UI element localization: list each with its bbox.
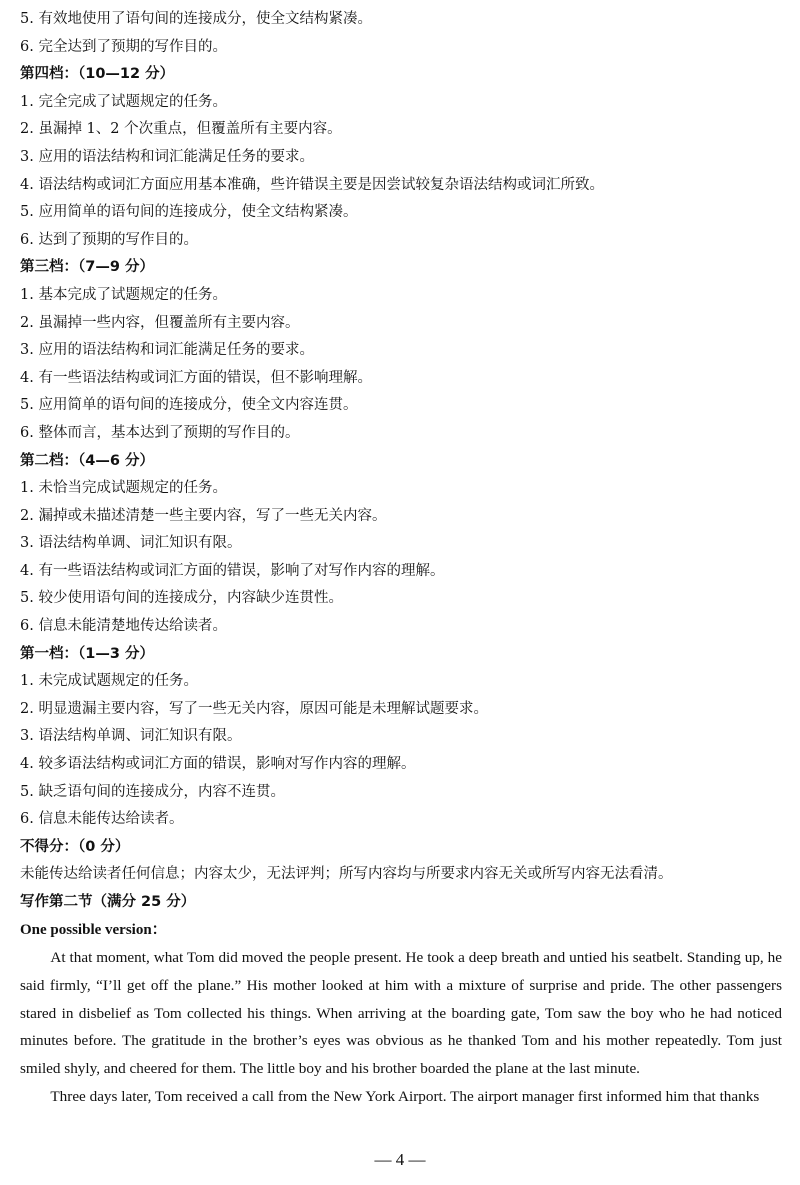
criteria-line: 4. 有一些语法结构或词汇方面的错误，但不影响理解。 xyxy=(20,369,372,386)
criteria-line: 6. 信息未能清楚地传达给读者。 xyxy=(20,618,227,635)
sample-paragraph-1: At that moment, what Tom did moved the people present. He took a deep breath and untied his seatbelt. Standing up, he said firmly, “I’ll get off the plane.” His mother looked at him with a mixture of surprise and pride. The other passengers stared in disbelief as Tom collected his things. When arriving at the boarding gate, Tom saw the boy who he had noticed minutes before. The gratitude in the brother’s eyes was obvious as he thanked Tom and his mother repeatedly. Tom just smiled shyly, and cheered for them. The little boy and his brother boarded the plane at the last minute. xyxy=(20,949,782,1077)
grade-four-heading: 第四档：（10—12 分） xyxy=(20,66,175,83)
grade-two-heading: 第二档：（4—6 分） xyxy=(20,452,154,469)
criteria-line: 3. 语法结构单调、词汇知识有限。 xyxy=(20,535,242,552)
criteria-line: 1. 完全完成了试题规定的任务。 xyxy=(20,93,227,110)
criteria-line: 2. 漏掉或未描述清楚一些主要内容，写了一些无关内容。 xyxy=(20,507,387,524)
grade-one-heading: 第一档：（1—3 分） xyxy=(20,645,154,662)
sample-paragraph-2: Three days later, Tom received a call from the New York Airport. The airport manager first informed him that thanks xyxy=(50,1087,760,1105)
section-two-heading: 写作第二节（满分 25 分） xyxy=(20,894,196,910)
criteria-line: 1. 基本完成了试题规定的任务。 xyxy=(20,286,227,303)
criteria-line: 5. 应用简单的语句间的连接成分，使全文内容连贯。 xyxy=(20,397,358,414)
criteria-line: 6. 完全达到了预期的写作目的。 xyxy=(20,38,227,55)
criteria-line: 1. 未恰当完成试题规定的任务。 xyxy=(20,480,227,497)
criteria-line: 6. 达到了预期的写作目的。 xyxy=(20,231,198,248)
document-page xyxy=(20,6,782,1110)
sample-version-label: One possible version： xyxy=(20,921,167,938)
criteria-line: 2. 虽漏掉一些内容，但覆盖所有主要内容。 xyxy=(20,314,300,331)
grade-zero-heading: 不得分：（0 分） xyxy=(20,838,130,855)
criteria-line: 2. 虽漏掉 1、2 个次重点，但覆盖所有主要内容。 xyxy=(20,121,342,138)
criteria-line: 4. 语法结构或词汇方面应用基本准确，些许错误主要是因尝试较复杂语法结构或词汇所致。 xyxy=(20,176,604,193)
criteria-line: 6. 整体而言，基本达到了预期的写作目的。 xyxy=(20,424,300,441)
criteria-line: 6. 信息未能传达给读者。 xyxy=(20,811,184,828)
criteria-line: 5. 较少使用语句间的连接成分，内容缺少连贯性。 xyxy=(20,590,343,607)
criteria-line: 3. 应用的语法结构和词汇能满足任务的要求。 xyxy=(20,148,314,165)
criteria-line: 5. 缺乏语句间的连接成分，内容不连贯。 xyxy=(20,783,285,800)
criteria-line: 1. 未完成试题规定的任务。 xyxy=(20,673,198,690)
criteria-line: 4. 较多语法结构或词汇方面的错误，影响对写作内容的理解。 xyxy=(20,756,416,773)
criteria-line: 2. 明显遗漏主要内容，写了一些无关内容，原因可能是未理解试题要求。 xyxy=(20,700,488,717)
criteria-line: 5. 有效地使用了语句间的连接成分，使全文结构紧凑。 xyxy=(20,11,372,27)
criteria-line: 5. 应用简单的语句间的连接成分，使全文结构紧凑。 xyxy=(20,204,358,221)
criteria-line: 3. 语法结构单调、词汇知识有限。 xyxy=(20,728,242,745)
grade-zero-text: 未能传达给读者任何信息；内容太少，无法评判；所写内容均与所要求内容无关或所写内容无法看清。 xyxy=(20,866,673,883)
criteria-line: 3. 应用的语法结构和词汇能满足任务的要求。 xyxy=(20,342,314,359)
grade-three-heading: 第三档：（7—9 分） xyxy=(20,259,154,276)
criteria-line: 4. 有一些语法结构或词汇方面的错误，影响了对写作内容的理解。 xyxy=(20,562,445,579)
page-number: — 4 — xyxy=(374,1150,426,1169)
